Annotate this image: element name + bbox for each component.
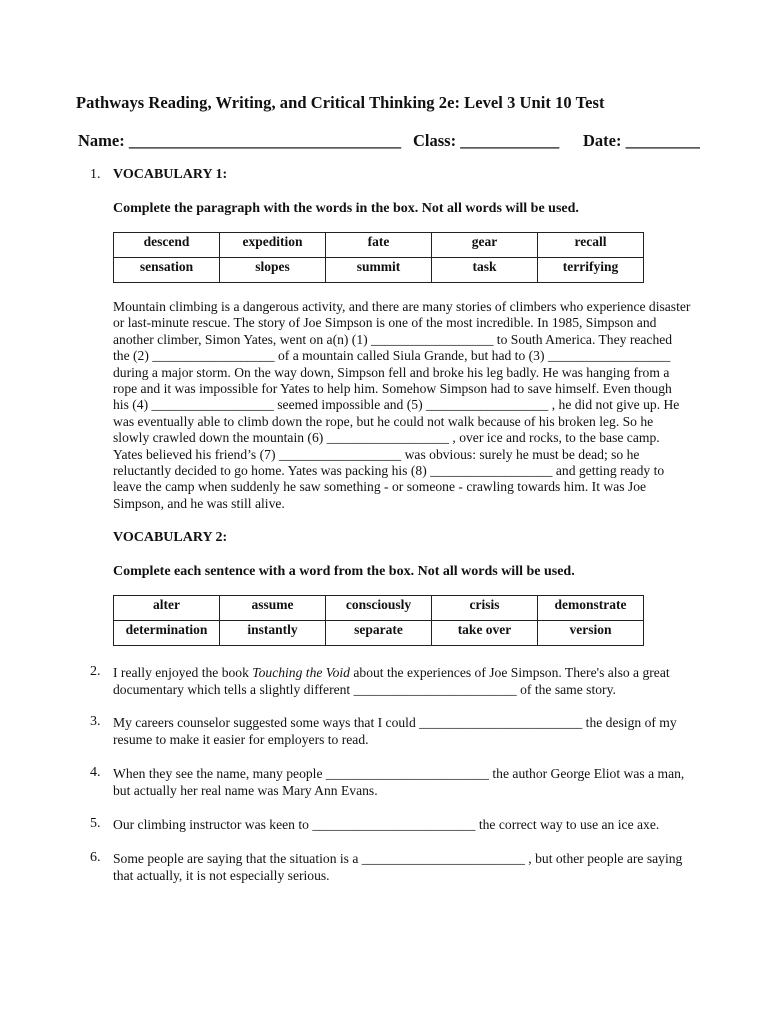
word-cell: instantly [220,621,326,646]
paragraph-line: Mountain climbing is a dangerous activity, and there are many stories of climbers who experience disaster [113,299,691,314]
word-cell: fate [326,233,432,258]
test-title: Pathways Reading, Writing, and Critical Thinking 2e: Level 3 Unit 10 Test [76,93,605,112]
question-4 [113,765,713,799]
class-field[interactable]: Class: ____________ [413,131,560,150]
question-line: but actually her real name was Mary Ann Evans. [113,783,378,798]
vocabulary-1-heading: VOCABULARY 1: [113,167,228,182]
word-box-row [114,596,644,621]
word-box-row [114,258,644,283]
paragraph-line: another climber, Simon Yates, went on a(n) (1) __________________ to South America. They reached [113,331,673,347]
question-line: Our climbing instructor was keen to ________________________ the correct way to use an ice axe. [113,817,660,832]
word-box-1 [113,232,644,283]
paragraph-line: was eventually able to climb down the rope, but he could not walk because of his broken leg. So he [113,413,654,429]
paragraph-line: Simpson, and he was still alive. [113,495,285,511]
date-field[interactable]: Date: _________ [583,131,700,150]
question-text: about the experiences of Joe Simpson. There's also a great [349,665,670,680]
question-line: My careers counselor suggested some ways that I could ________________________ the design of my [113,715,677,730]
question-line: documentary which tells a slightly different ________________________ of the same story. [113,682,616,697]
word-cell: slopes [220,258,326,283]
vocabulary-2-instruction: Complete each sentence with a word from the box. Not all words will be used. [113,564,575,579]
word-cell: recall [538,233,644,258]
question-line: Some people are saying that the situation is a ________________________ , but other people are saying [113,851,683,866]
word-cell: alter [114,596,220,621]
question-number-6: 6. [90,850,101,865]
name-field[interactable]: Name: _________________________________ [78,131,402,150]
paragraph-line: rope and it was impossible for Yates to help him. Somehow Simpson had to save himself. Even though [113,381,672,397]
word-cell: expedition [220,233,326,258]
story-paragraph [113,299,713,512]
book-title: Touching the Void [252,665,350,680]
word-cell: summit [326,258,432,283]
paragraph-line: Yates believed his friend’s (7) __________________ was obvious: surely he must be dead; so he [113,446,640,462]
paragraph-line: or last-minute rescue. The story of Joe Simpson is one of the most incredible. In 1985, Simpson and [113,315,657,331]
question-line: When they see the name, many people ________________________ the author George Eliot was a man, [113,766,685,781]
question-line [113,664,713,681]
question-number-2: 2. [90,664,101,679]
question-number-1: 1. [90,167,101,182]
question-number-4: 4. [90,765,101,780]
question-number-5: 5. [90,816,101,831]
word-cell: version [538,621,644,646]
word-cell: determination [114,621,220,646]
word-box-row [114,621,644,646]
question-5 [113,816,713,833]
question-line: resume to make it easier for employers to read. [113,732,369,747]
question-2 [113,664,713,698]
word-cell: consciously [326,596,432,621]
paragraph-line: slowly crawled down the mountain (6) __________________ , over ice and rocks, to the base camp. [113,430,660,446]
word-cell: take over [432,621,538,646]
vocabulary-1-instruction: Complete the paragraph with the words in the box. Not all words will be used. [113,201,579,216]
question-3 [113,714,713,748]
word-cell: crisis [432,596,538,621]
word-cell: sensation [114,258,220,283]
word-cell: demonstrate [538,596,644,621]
vocabulary-2-heading: VOCABULARY 2: [113,530,228,545]
word-cell: descend [114,233,220,258]
question-number-3: 3. [90,714,101,729]
word-cell: task [432,258,538,283]
paragraph-line: the (2) __________________ of a mountain called Siula Grande, but had to (3) __________________ [113,348,671,364]
word-box-row [114,233,644,258]
word-cell: terrifying [538,258,644,283]
question-text: I really enjoyed the book [113,665,253,680]
paragraph-line: leave the camp when suddenly he saw something - or someone - crawling towards him. It was Joe [113,479,647,495]
word-cell: gear [432,233,538,258]
word-cell: separate [326,621,432,646]
question-line: that actually, it is not especially serious. [113,868,330,883]
paragraph-line: his (4) __________________ seemed impossible and (5) __________________ , he did not give up. He [113,397,680,413]
word-box-2 [113,595,644,646]
paragraph-line: during a major storm. On the way down, Simpson fell and broke his leg badly. He was hanging from a [113,364,670,380]
paragraph-line: reluctantly decided to go home. Yates was packing his (8) __________________ and getting ready to [113,463,665,479]
question-6 [113,850,713,884]
word-cell: assume [220,596,326,621]
